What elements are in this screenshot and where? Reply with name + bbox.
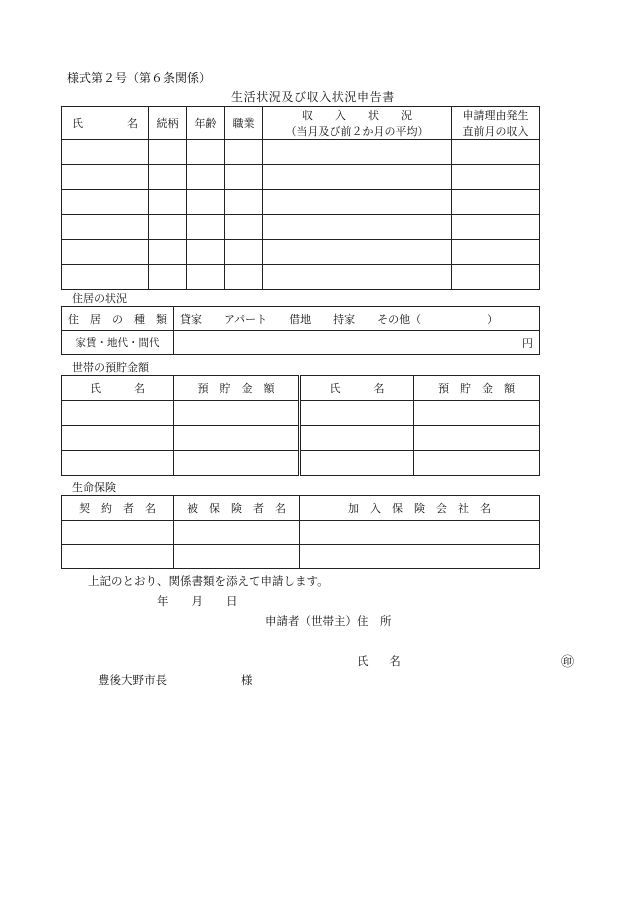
header-occupation: 職業 (225, 107, 263, 140)
table-row (62, 190, 540, 215)
header-age: 年齢 (187, 107, 225, 140)
table-row (62, 401, 540, 426)
header-relation: 続柄 (149, 107, 187, 140)
date-line: 年 月 日 (157, 594, 238, 608)
savings-header-name-1: 氏 名 (62, 376, 174, 401)
insurance-header-contractor: 契 約 者 名 (62, 496, 174, 521)
insurance-header-insured: 被 保 険 者 名 (174, 496, 300, 521)
insurance-table (61, 495, 540, 569)
savings-header-name-2: 氏 名 (300, 376, 414, 401)
header-income: 収 入 状 況 （当月及び前２か月の平均） (263, 107, 452, 140)
honorific: 様 (241, 673, 253, 687)
addressee: 豊後大野市長 (98, 673, 167, 687)
rent-label: 家賃・地代・間代 (62, 331, 174, 355)
header-prev-income: 申請理由発生 直前月の収入 (452, 107, 540, 140)
household-table (61, 106, 540, 290)
savings-table (61, 375, 540, 476)
housing-section-title: 住居の状況 (72, 292, 127, 305)
rent-field[interactable] (174, 331, 540, 355)
insurance-section-title: 生命保険 (72, 481, 116, 494)
table-row (62, 545, 540, 569)
housing-type-label: 住 居 の 種 類 (62, 307, 174, 331)
table-row (62, 451, 540, 476)
table-row (62, 426, 540, 451)
table-row (62, 521, 540, 545)
declaration-text: 上記のとおり、関係書類を添えて申請します。 (88, 574, 329, 588)
table-row (62, 165, 540, 190)
form-number: 様式第２号（第６条関係） (67, 71, 212, 85)
seal-mark: ㊞ (561, 655, 575, 670)
savings-header-amount-1: 預 貯 金 額 (174, 376, 300, 401)
housing-table (61, 306, 540, 355)
document-title: 生活状況及び収入状況申告書 (231, 90, 395, 104)
savings-header-amount-2: 預 貯 金 額 (414, 376, 540, 401)
rent-unit: 円 (522, 336, 533, 350)
header-name: 氏 名 (62, 107, 149, 140)
table-row (62, 265, 540, 290)
housing-type-options[interactable]: 貸家 アパート 借地 持家 その他（ ） (174, 307, 540, 331)
applicant-address-label: 申請者（世帯主）住 所 (265, 614, 392, 628)
savings-section-title: 世帯の預貯金額 (72, 361, 149, 374)
table-row (62, 215, 540, 240)
applicant-name-label: 氏 名 (357, 654, 406, 668)
insurance-header-company: 加 入 保 険 会 社 名 (300, 496, 540, 521)
table-row (62, 140, 540, 165)
table-row (62, 240, 540, 265)
